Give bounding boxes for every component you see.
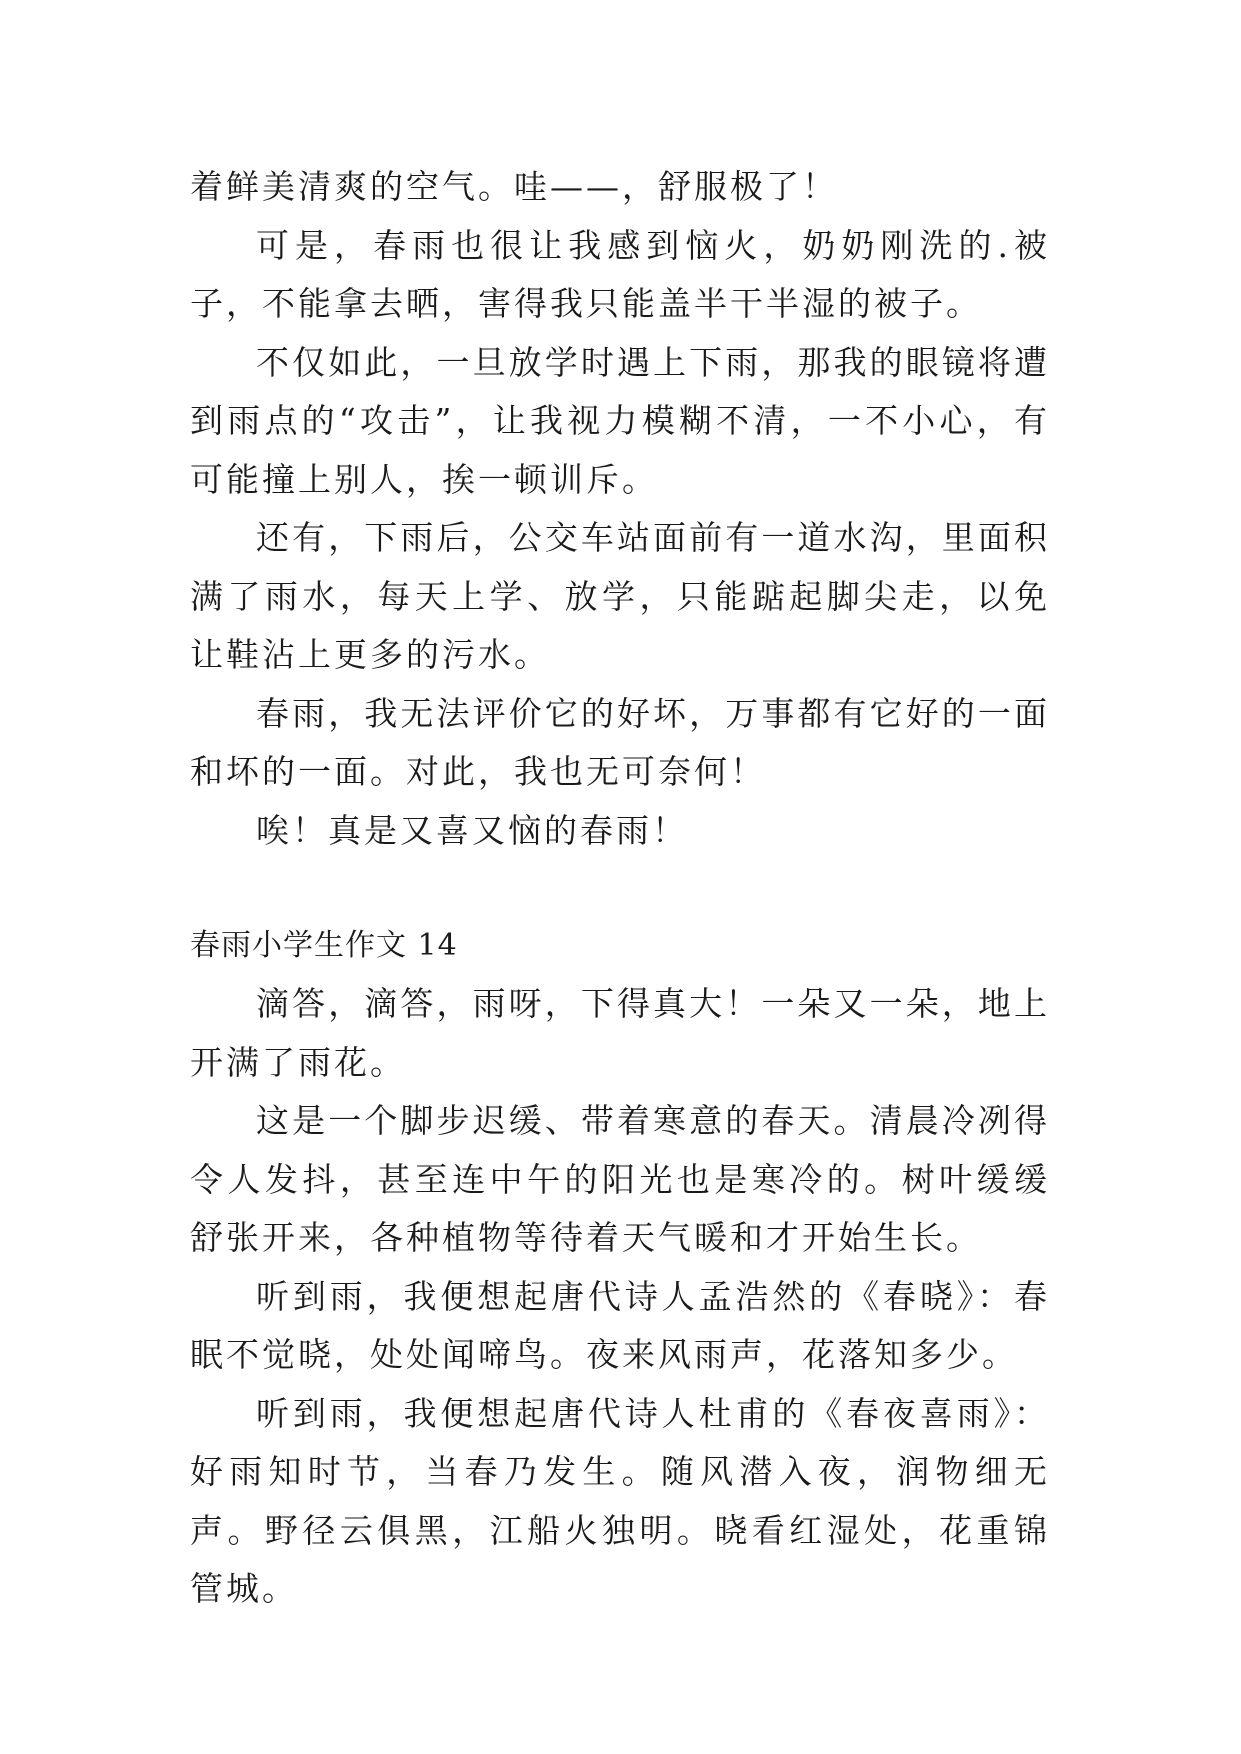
essay-section-continued (190, 158, 1050, 860)
paragraph: 滴答，滴答，雨呀，下得真大！一朵又一朵，地上开满了雨花。 (190, 984, 1050, 1082)
paragraph: 听到雨，我便想起唐代诗人孟浩然的《春晓》：春眠不觉晓，处处闻啼鸟。夜来风雨声，花落知多少。 (190, 1276, 1050, 1374)
paragraph: 唉！真是又喜又恼的春雨！ (256, 810, 688, 850)
essay-section (190, 975, 1050, 1619)
paragraph-continuation: 着鲜美清爽的空气。哇——，舒服极了！ (190, 167, 838, 206)
paragraph: 这是一个脚步迟缓、带着寒意的春天。清晨冷冽得令人发抖，甚至连中午的阳光也是寒冷的。树叶缓缓舒张开来，各种植物等待着天气暖和才开始生长。 (190, 1101, 1050, 1257)
paragraph: 可是，春雨也很让我感到恼火，奶奶刚洗的.被子，不能拿去晒，害得我只能盖半干半湿的被子。 (190, 225, 1050, 323)
paragraph: 听到雨，我便想起唐代诗人杜甫的《春夜喜雨》：好雨知时节，当春乃发生。随风潜入夜，润物细无声。野径云俱黑，江船火独明。晓看红湿处，花重锦管城。 (190, 1393, 1050, 1608)
paragraph: 春雨，我无法评价它的好坏，万事都有它好的一面和坏的一面。对此，我也无可奈何！ (190, 693, 1050, 791)
paragraph: 不仅如此，一旦放学时遇上下雨，那我的眼镜将遭到雨点的“攻击”，让我视力模糊不清，一不小心，有可能撞上别人，挨一顿训斥。 (190, 342, 1050, 499)
paragraph: 还有，下雨后，公交车站面前有一道水沟，里面积满了雨水，每天上学、放学，只能踮起脚尖走，以免让鞋沾上更多的污水。 (190, 518, 1050, 674)
essay-title: 春雨小学生作文 14 (190, 928, 458, 963)
